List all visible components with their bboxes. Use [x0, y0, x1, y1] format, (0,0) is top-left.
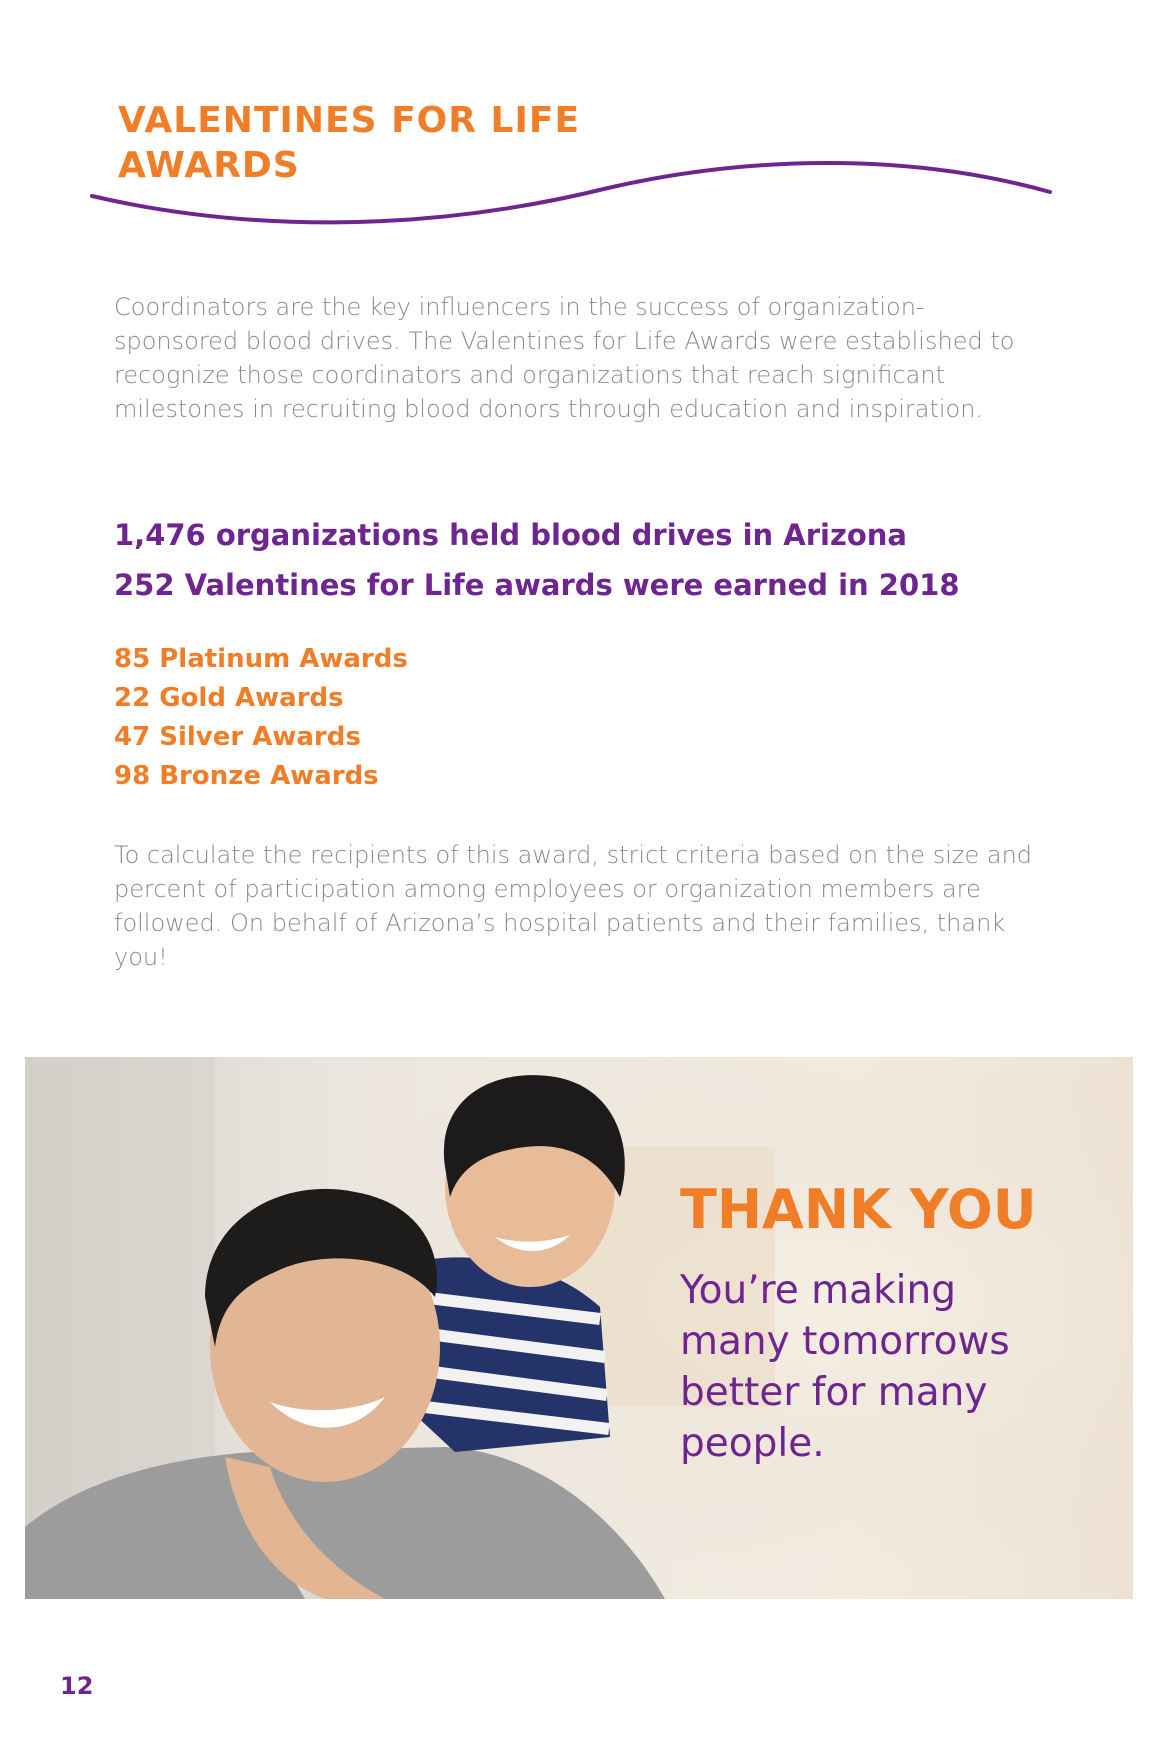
stat-organizations: 1,476 organizations held blood drives in Arizona: [114, 518, 907, 552]
page-number: 12: [60, 1672, 94, 1700]
awards-list: [114, 640, 408, 796]
award-platinum: 85 Platinum Awards: [114, 644, 408, 674]
title-line-1: VALENTINES FOR LIFE: [118, 100, 581, 141]
thank-you-message: You’re making many tomorrows better for many people.: [680, 1268, 1010, 1466]
thank-you-heading: THANK YOU: [680, 1178, 1037, 1241]
award-gold: 22 Gold Awards: [114, 683, 344, 713]
decorative-wave-divider: [88, 150, 1058, 240]
stats-list: [114, 510, 960, 610]
title-line-2: AWARDS: [118, 145, 300, 186]
stat-awards-earned: 252 Valentines for Life awards were earned in 2018: [114, 568, 960, 602]
closing-paragraph: To calculate the recipients of this award, strict criteria based on the size and percent of participation among employees or organization members are followed. On behalf of Arizona’s hospital patients and their families, thank you!: [114, 841, 1033, 971]
award-silver: 47 Silver Awards: [114, 722, 361, 752]
intro-paragraph: Coordinators are the key influencers in the success of organization-sponsored blood drives. The Valentines for Life Awards were established to recognize those coordinators and organizations that reach significant milestones in recruiting blood donors through education and inspiration.: [114, 293, 1015, 423]
award-bronze: 98 Bronze Awards: [114, 761, 379, 791]
